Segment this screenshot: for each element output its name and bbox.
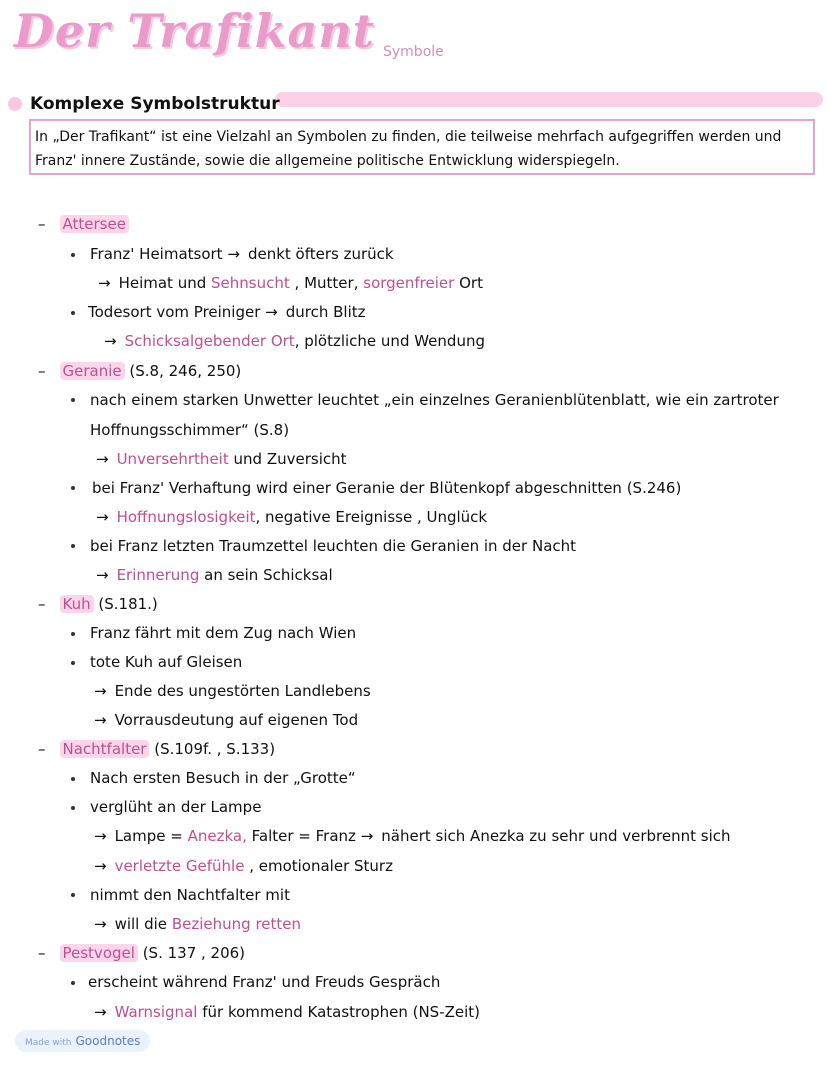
symbol-name: Pestvogel bbox=[60, 944, 138, 962]
list-item: verglüht an der Lampe bbox=[90, 798, 262, 816]
bullet-icon bbox=[71, 632, 75, 636]
list-subitem: → Vorrausdeutung auf eigenen Tod bbox=[94, 711, 359, 729]
symbol-name: Nachtfalter bbox=[60, 740, 150, 758]
list-subitem: → will die Beziehung retten bbox=[94, 915, 302, 933]
bullet-icon bbox=[71, 981, 75, 985]
symbol-geranie bbox=[38, 361, 241, 381]
intro-line-2: Franz' innere Zustände, sowie die allgemeine politische Entwicklung widerspiegeln. bbox=[35, 153, 620, 169]
symbol-attersee bbox=[38, 214, 129, 234]
dash-icon: – bbox=[38, 595, 46, 613]
bullet-icon bbox=[71, 398, 75, 402]
symbol-name: Attersee bbox=[60, 215, 129, 233]
arrow-icon: → bbox=[94, 1003, 107, 1021]
list-subitem: → Warnsignal für kommend Katastrophen (NS-Zeit) bbox=[94, 1003, 481, 1021]
bullet-icon bbox=[71, 253, 75, 257]
brand-name: Goodnotes bbox=[75, 1034, 141, 1048]
bullet-icon bbox=[71, 486, 75, 490]
page-title: Der Trafikant bbox=[14, 4, 375, 58]
heading-dot-icon bbox=[8, 97, 22, 111]
symbol-name: Geranie bbox=[60, 362, 125, 380]
symbol-nachtfalter bbox=[38, 739, 275, 759]
symbol-refs: (S.8, 246, 250) bbox=[129, 362, 242, 380]
arrow-icon: → bbox=[360, 827, 374, 845]
bullet-icon bbox=[71, 806, 75, 810]
list-subitem: → Heimat und Sehnsucht , Mutter, sorgenfreier Ort bbox=[98, 274, 483, 292]
list-item: erscheint während Franz' und Freuds Gespräch bbox=[88, 973, 441, 991]
symbol-kuh bbox=[38, 594, 158, 614]
list-item: Franz fährt mit dem Zug nach Wien bbox=[90, 624, 357, 642]
arrow-icon: → bbox=[227, 245, 240, 263]
dash-icon: – bbox=[38, 362, 46, 380]
goodnotes-badge: Made with Goodnotes bbox=[15, 1030, 150, 1052]
list-item: tote Kuh auf Gleisen bbox=[90, 653, 243, 671]
list-subitem: → Lampe = Anezka, Falter = Franz → nähert sich Anezka zu sehr und verbrennt sich bbox=[94, 827, 731, 845]
symbol-refs: (S.181.) bbox=[98, 595, 158, 613]
heading-highlight-bar bbox=[275, 92, 823, 107]
dash-icon: – bbox=[38, 944, 46, 962]
symbol-pestvogel bbox=[38, 943, 245, 963]
list-subitem: → Erinnerung an sein Schicksal bbox=[96, 566, 333, 584]
intro-line-1: In „Der Trafikant“ ist eine Vielzahl an Symbolen zu finden, die teilweise mehrfach aufgegriffen werden und bbox=[35, 129, 782, 145]
arrow-icon: → bbox=[104, 332, 117, 350]
list-item: bei Franz' Verhaftung wird einer Geranie der Blütenkopf abgeschnitten (S.246) bbox=[92, 479, 682, 497]
arrow-icon: → bbox=[96, 508, 109, 526]
arrow-icon: → bbox=[96, 566, 109, 584]
list-subitem: → verletzte Gefühle , emotionaler Sturz bbox=[94, 857, 393, 875]
list-subitem: → Hoffnungslosigkeit, negative Ereignisse , Unglück bbox=[96, 508, 488, 526]
list-item: Todesort vom Preiniger → durch Blitz bbox=[88, 303, 366, 321]
list-subitem: → Schicksalgebender Ort, plötzliche und Wendung bbox=[104, 332, 485, 350]
symbol-refs: (S. 137 , 206) bbox=[142, 944, 246, 962]
list-item: bei Franz letzten Traumzettel leuchten die Geranien in der Nacht bbox=[90, 537, 577, 555]
section-heading: Komplexe Symbolstruktur bbox=[30, 94, 280, 114]
page-subtitle: Symbole bbox=[383, 44, 444, 60]
arrow-icon: → bbox=[94, 857, 107, 875]
intro-box bbox=[29, 119, 815, 175]
list-item: nimmt den Nachtfalter mit bbox=[90, 886, 290, 904]
arrow-icon: → bbox=[94, 915, 107, 933]
dash-icon: – bbox=[38, 215, 46, 233]
arrow-icon: → bbox=[94, 827, 107, 845]
bullet-icon bbox=[71, 661, 75, 665]
arrow-icon: → bbox=[98, 274, 111, 292]
arrow-icon: → bbox=[265, 303, 278, 321]
list-subitem: → Ende des ungestörten Landlebens bbox=[94, 682, 371, 700]
arrow-icon: → bbox=[94, 711, 107, 729]
bullet-icon bbox=[71, 893, 75, 897]
list-item-continued: Hoffnungsschimmer“ (S.8) bbox=[90, 421, 290, 439]
dash-icon: – bbox=[38, 740, 46, 758]
bullet-icon bbox=[71, 311, 75, 315]
arrow-icon: → bbox=[94, 682, 107, 700]
list-item: Nach ersten Besuch in der „Grotte“ bbox=[90, 769, 356, 787]
arrow-icon: → bbox=[96, 450, 109, 468]
list-item: Franz' Heimatsort → denkt öfters zurück bbox=[90, 245, 394, 263]
list-item: nach einem starken Unwetter leuchtet „ein einzelnes Geranienblütenblatt, wie ein zartroter bbox=[90, 391, 779, 409]
symbol-refs: (S.109f. , S.133) bbox=[154, 740, 276, 758]
list-subitem: → Unversehrtheit und Zuversicht bbox=[96, 450, 347, 468]
symbol-name: Kuh bbox=[60, 595, 94, 613]
bullet-icon bbox=[71, 777, 75, 781]
bullet-icon bbox=[71, 544, 75, 548]
